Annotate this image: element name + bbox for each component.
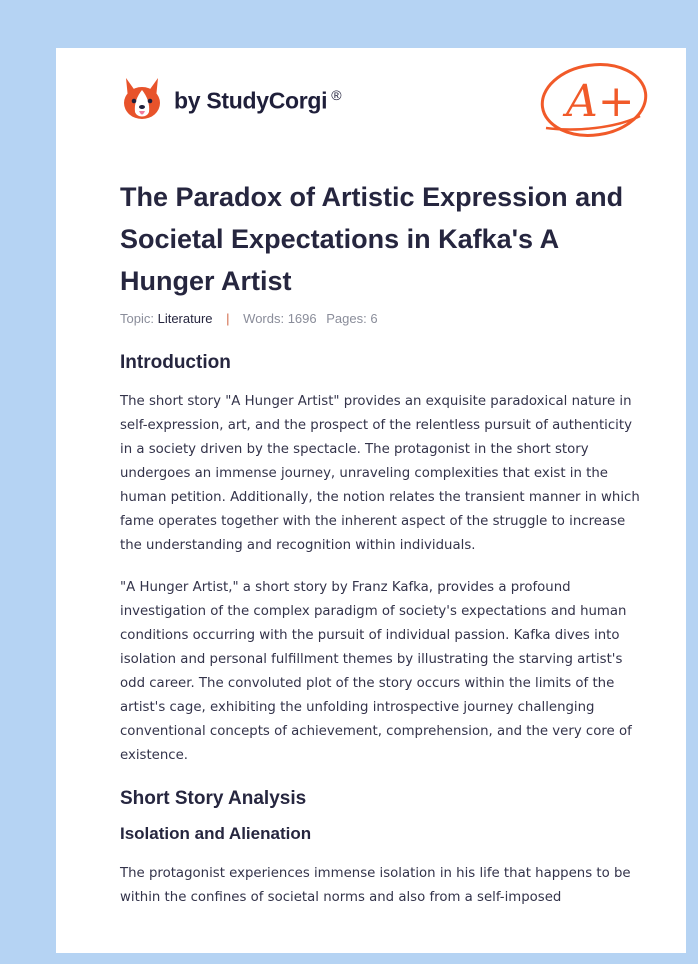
topic-link[interactable]: Literature [157,311,213,326]
page-count: Pages: 6 [326,311,378,326]
short-story-analysis-heading: Short Story Analysis [120,788,307,809]
document-meta [120,311,378,326]
brand-logo[interactable] [122,76,341,122]
registered-mark: ® [331,87,342,104]
word-count: Words: 1696 [243,311,317,326]
grade-text: A+ [566,76,635,127]
document-body [120,352,640,910]
intro-paragraph-2: "A Hunger Artist," a short story by Franz Kafka, provides a profound investigation of the complex paradigm of society's expectations and human conditions occurring with the pursuit of individual passion. Kafka dives into isolation and personal fulfillment themes by illustrating the starving artist's odd career. The convoluted plot of the story occurs within the limits of the artist's cage, exhibiting the unfolding introspective journey challenging conventional concepts of achievement, comprehension, and the very core of existence. [120,580,632,763]
isolation-paragraph-1: The protagonist experiences immense isolation in his life that happens to be within the confines of societal norms and also from a self-imposed [120,866,631,905]
meta-separator: | [226,311,230,326]
document-page [56,48,686,953]
grade-a-plus-badge [536,58,652,140]
corgi-logo-icon [122,76,162,122]
document-title: The Paradox of Artistic Expression and Societal Expectations in Kafka's A Hunger Artist [120,182,624,296]
introduction-heading: Introduction [120,352,231,373]
brand-name: by StudyCorgi ® [174,87,342,114]
topic-label: Topic: [120,311,154,326]
intro-paragraph-1: The short story "A Hunger Artist" provides an exquisite paradoxical nature in self-expression, art, and the prospect of the relentless pursuit of authenticity in a society driven by the spectacle. The protagonist in the short story undergoes an immense journey, unraveling complexities that exist in the human petition. Additionally, the notion relates the transient manner in which fame operates together with the inherent aspect of the struggle to increase the understanding and recognition within individuals. [120,394,640,553]
isolation-heading: Isolation and Alienation [120,824,312,843]
